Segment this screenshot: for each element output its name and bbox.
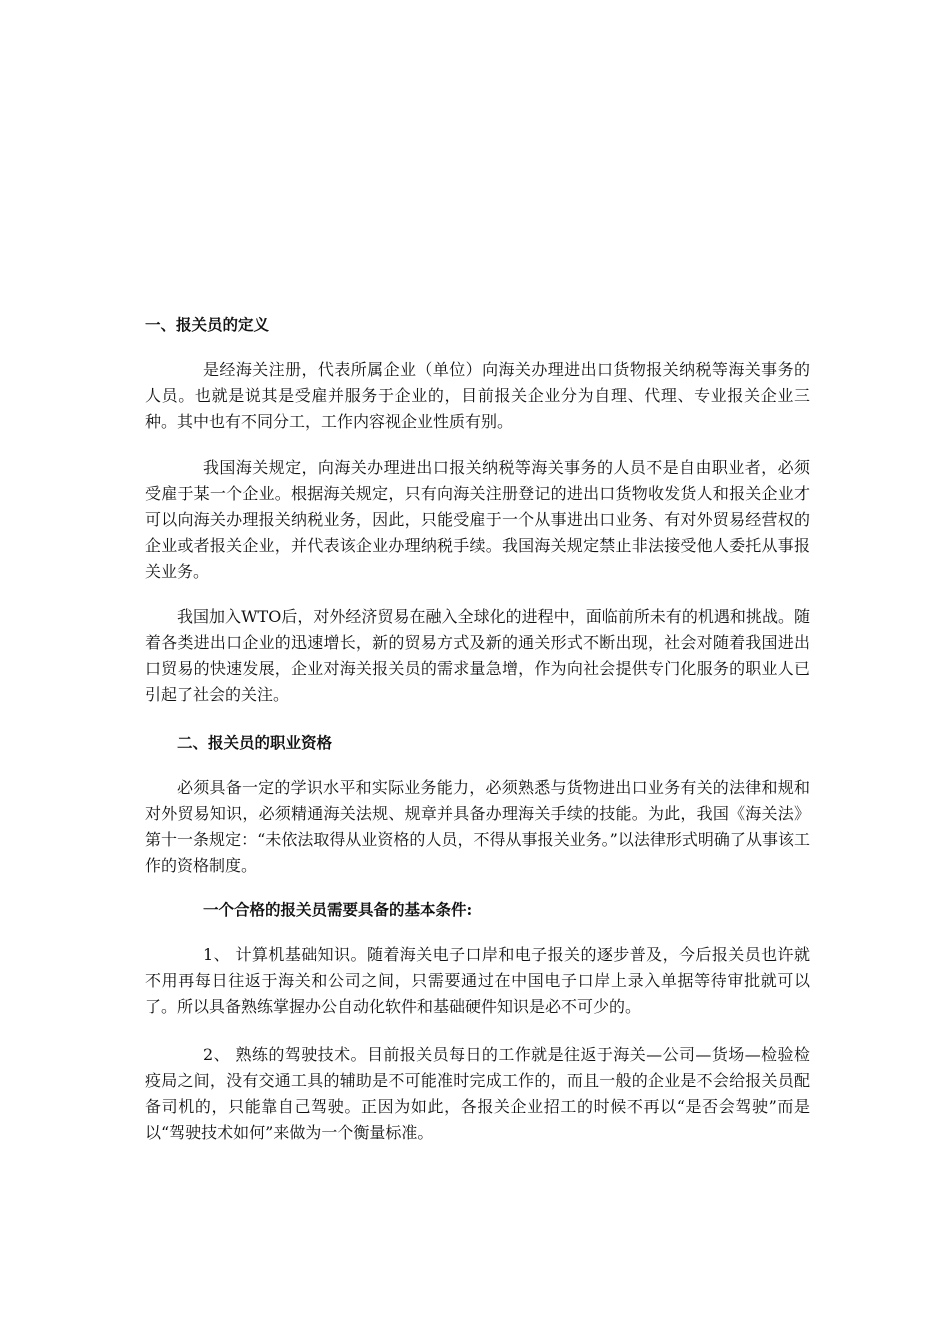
document-page — [145, 0, 810, 1344]
paragraph-customs-rules: 我国海关规定，向海关办理进出口报关纳税等海关事务的人员不是自由职业者，必须受雇于某一个企业。根据海关规定，只有向海关注册登记的进出口货物收发货人和报关企业才可以向海关办理报关纳税业务，因此，只能受雇于一个从事进出口业务、有对外贸易经营权的企业或者报关企业，并代表该企业办理纳税手续。我国海关规定禁止非法接受他人委托从事报关业务。 — [145, 458, 810, 581]
section-heading-definition: 一、报关员的定义 — [145, 315, 270, 334]
paragraph-wto: 我国加入WTO后，对外经济贸易在融入全球化的进程中，面临前所未有的机遇和挑战。随着各类进出口企业的迅速增长，新的贸易方式及新的通关形式不断出现，社会对随着我国进出口贸易的快速发展，企业对海关报关员的需求量急增，作为向社会提供专门化服务的职业人已引起了社会的关注。 — [145, 607, 810, 704]
list-item-driving-skills: 2、 熟练的驾驶技术。目前报关员每日的工作就是往返于海关—公司—货场—检验检疫局之间，没有交通工具的辅助是不可能准时完成工作的，而且一般的企业是不会给报关员配备司机的，只能靠自己驾驶。正因为如此，各报关企业招工的时候不再以“是否会驾驶”而是以“驾驶技术如何”来做为一个衡量标准。 — [145, 1045, 810, 1142]
list-item-computer-skills: 1、 计算机基础知识。随着海关电子口岸和电子报关的逐步普及，今后报关员也许就不用再每日往返于海关和公司之间，只需要通过在中国电子口岸上录入单据等待审批就可以了。所以具备熟练掌握办公自动化软件和基础硬件知识是必不可少的。 — [145, 945, 810, 1016]
paragraph-qualification: 必须具备一定的学识水平和实际业务能力，必须熟悉与货物进出口业务有关的法律和规和对外贸易知识，必须精通海关法规、规章并具备办理海关手续的技能。为此，我国《海关法》第十一条规定：“未依法取得从业资格的人员，不得从事报关业务。”以法律形式明确了从事该工作的资格制度。 — [145, 778, 810, 875]
paragraph-definition: 是经海关注册，代表所属企业（单位）向海关办理进出口货物报关纳税等海关事务的人员。也就是说其是受雇并服务于企业的，目前报关企业分为自理、代理、专业报关企业三种。其中也有不同分工，工作内容视企业性质有别。 — [145, 360, 810, 431]
section-heading-qualification: 二、报关员的职业资格 — [177, 733, 333, 752]
subheading-basic-conditions: 一个合格的报关员需要具备的基本条件: — [203, 900, 473, 919]
